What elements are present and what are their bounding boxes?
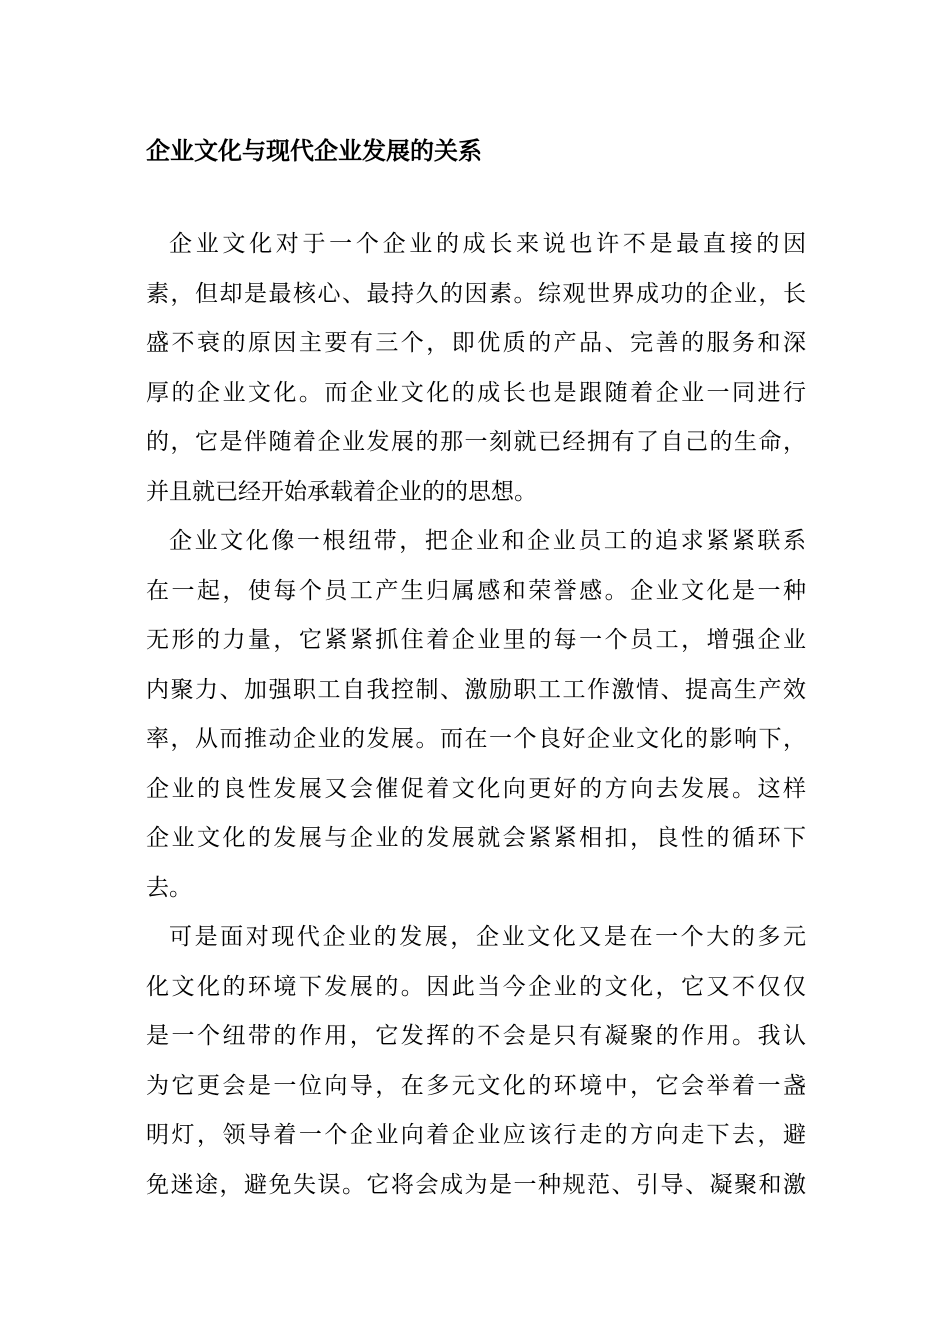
text-line: 企业的良性发展又会催促着文化向更好的方向去发展。这样 <box>146 775 806 802</box>
text-line: 素，但却是最核心、最持久的因素。综观世界成功的企业，长 <box>146 280 806 307</box>
document-body <box>146 220 806 1210</box>
text-line: 是一个纽带的作用，它发挥的不会是只有凝聚的作用。我认 <box>146 1023 806 1049</box>
text-line: 在一起，使每个员工产生归属感和荣誉感。企业文化是一种 <box>146 577 806 604</box>
text-line: 化文化的环境下发展的。因此当今企业的文化，它又不仅仅 <box>146 973 806 1000</box>
text-line: 可是面对现代企业的发展，企业文化又是在一个大的多元 <box>169 924 806 950</box>
paragraph-1 <box>146 220 806 517</box>
text-line: 为它更会是一位向导，在多元文化的环境中，它会举着一盏 <box>146 1072 806 1099</box>
text-line: 无形的力量，它紧紧抓住着企业里的每一个员工，增强企业 <box>146 627 806 653</box>
text-line: 去。 <box>146 874 192 901</box>
text-line: 盛不衰的原因主要有三个，即优质的产品、完善的服务和深 <box>146 330 806 356</box>
paragraph-2 <box>146 517 806 913</box>
text-line: 明灯，领导着一个企业向着企业应该行走的方向走下去，避 <box>146 1122 806 1148</box>
text-line: 企业文化对于一个企业的成长来说也许不是最直接的因 <box>169 231 806 257</box>
text-line: 企业文化像一根纽带，把企业和企业员工的追求紧紧联系 <box>169 528 806 554</box>
text-line: 厚的企业文化。而企业文化的成长也是跟随着企业一同进行 <box>146 379 806 406</box>
text-line: 免迷途，避免失误。它将会成为是一种规范、引导、凝聚和激 <box>146 1171 806 1198</box>
text-line: 并且就已经开始承载着企业的的思想。 <box>146 478 537 505</box>
text-line: 企业文化的发展与企业的发展就会紧紧相扣，良性的循环下 <box>146 825 806 851</box>
text-line: 率，从而推动企业的发展。而在一个良好企业文化的影响下， <box>146 726 806 752</box>
text-line: 的，它是伴随着企业发展的那一刻就已经拥有了自己的生命， <box>146 429 806 455</box>
document-title: 企业文化与现代企业发展的关系 <box>146 137 482 165</box>
paragraph-3 <box>146 913 806 1210</box>
text-line: 内聚力、加强职工自我控制、激励职工工作激情、提高生产效 <box>146 676 806 703</box>
